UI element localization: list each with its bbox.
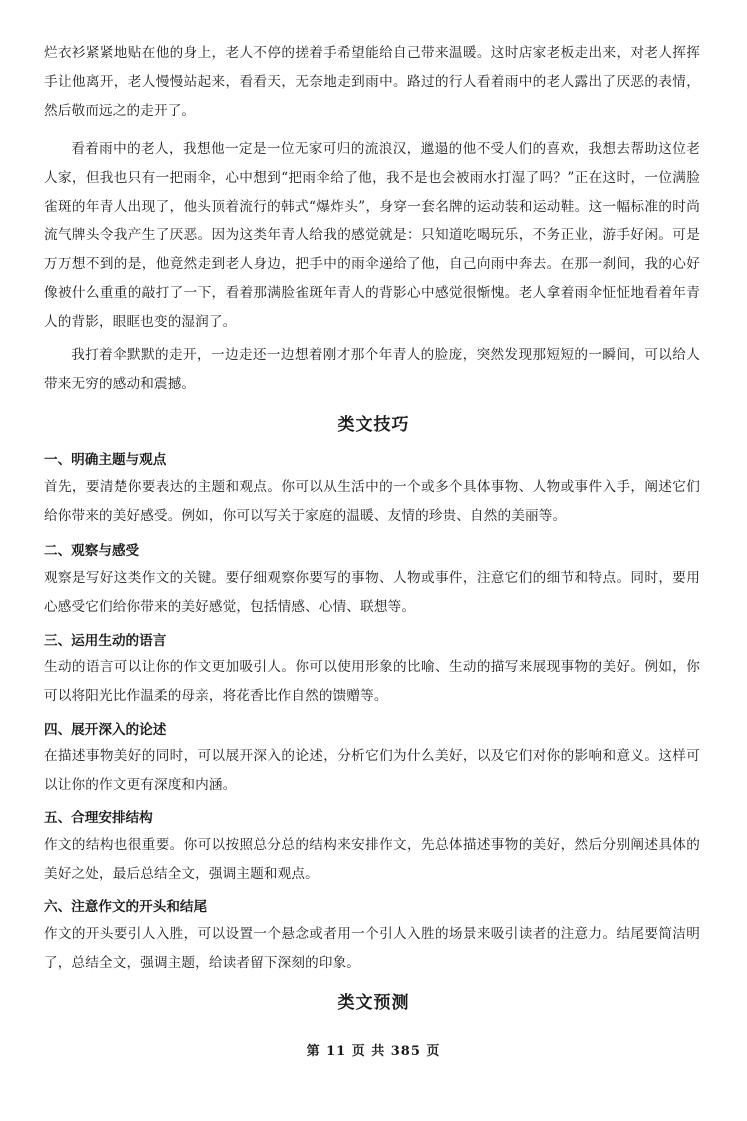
skill-heading-4: 四、展开深入的论述 xyxy=(44,722,167,738)
story-paragraph-2: 看着雨中的老人，我想他一定是一位无家可归的流浪汉，邋遢的他不受人们的喜欢，我想去帮助这位老人家，但我也只有一把雨伞，心中想到“把雨伞给了他，我不是也会被雨水打湿了吗？”正在这时，一位满脸雀斑的年青人出现了，他头顶着流行的韩式“爆炸头”，身穿一套名牌的运动装和运动鞋。这一幅标准的时尚流气牌头令我产生了厌恶。因为这类年青人给我的感觉就是：只知道吃喝玩乐，不务正业，游手好闲。可是万万想不到的是，他竟然走到老人身边，把手中的雨伞递给了他，自己向雨中奔去。在那一刹间，我的心好像被什么重重的敲打了一下，看着那满脸雀斑年青人的背影心中感觉很惭愧。老人拿着雨伞怔怔地看着年青人的背影，眼眶也变的湿润了。 xyxy=(44,141,700,330)
skill-text-4: 在描述事物美好的同时，可以展开深入的论述，分析它们为什么美好，以及它们对你的影响和意义。这样可以让你的作文更有深度和内涵。 xyxy=(44,748,700,793)
prediction-section-title: 类文预测 xyxy=(337,993,410,1013)
skill-heading-6: 六、注意作文的开头和结尾 xyxy=(44,899,208,915)
page-number: 第 11 页 共 385 页 xyxy=(306,1044,441,1059)
skill-heading-3: 三、运用生动的语言 xyxy=(44,633,167,649)
skill-text-1: 首先，要清楚你要表达的主题和观点。你可以从生活中的一个或多个具体事物、人物或事件入手，阐述它们给你带来的美好感受。例如，你可以写关于家庭的温暖、友情的珍贵、自然的美丽等。 xyxy=(44,479,700,524)
skill-text-2: 观察是写好这类作文的关键。要仔细观察你要写的事物、人物或事件，注意它们的细节和特点。同时，要用心感受它们给你带来的美好感觉，包括情感、心情、联想等。 xyxy=(44,570,700,615)
skills-section-title: 类文技巧 xyxy=(337,415,410,435)
skill-heading-1: 一、明确主题与观点 xyxy=(44,452,167,468)
story-paragraph-3: 我打着伞默默的走开，一边走还一边想着刚才那个年青人的脸庞，突然发现那短短的一瞬间，可以给人带来无穷的感动和震撼。 xyxy=(44,347,700,392)
story-paragraph-1: 烂衣衫紧紧地贴在他的身上，老人不停的搓着手希望能给自己带来温暖。这时店家老板走出来，对老人挥挥手让他离开，老人慢慢站起来，看看天，无奈地走到雨中。路过的行人看着雨中的老人露出了厌恶的表情，然后敬而远之的走开了。 xyxy=(44,45,700,119)
skill-text-3: 生动的语言可以让你的作文更加吸引人。你可以使用形象的比喻、生动的描写来展现事物的美好。例如，你可以将阳光比作温柔的母亲，将花香比作自然的馈赠等。 xyxy=(44,659,700,704)
skill-text-6: 作文的开头要引人入胜，可以设置一个悬念或者用一个引人入胜的场景来吸引读者的注意力。结尾要简洁明了，总结全文，强调主题，给读者留下深刻的印象。 xyxy=(44,926,700,971)
skill-heading-5: 五、合理安排结构 xyxy=(44,810,153,826)
skill-text-5: 作文的结构也很重要。你可以按照总分总的结构来安排作文，先总体描述事物的美好，然后分别阐述具体的美好之处，最后总结全文，强调主题和观点。 xyxy=(44,837,700,882)
skill-heading-2: 二、观察与感受 xyxy=(44,543,140,559)
